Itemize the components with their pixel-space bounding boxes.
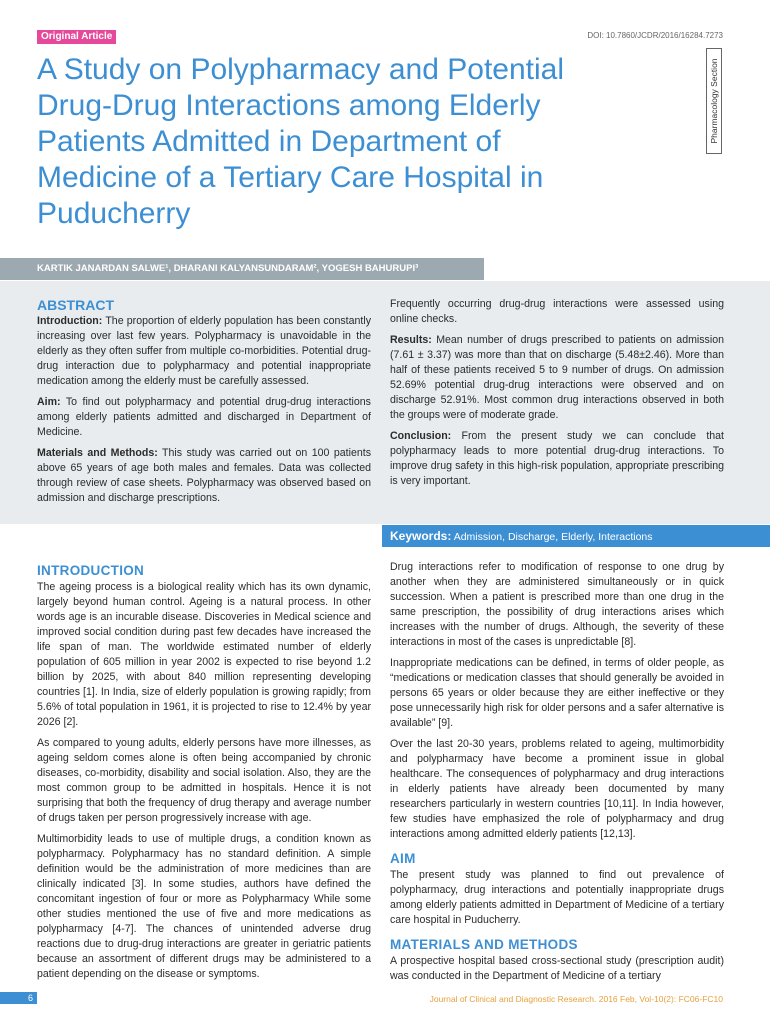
abstract-conclusion-text: From the present study we can conclude that polypharmacy leads to more potential drug-drug interactions. To improve drug safety in this high-risk population, appropriate prescribing is very important. xyxy=(390,430,724,487)
keywords-text: Admission, Discharge, Elderly, Interactions xyxy=(453,531,653,543)
methods-paragraph: A prospective hospital based cross-sectional study (prescription audit) was conducted in the Department of Medicine of a tertiary xyxy=(390,955,724,982)
aim-heading: AIM xyxy=(390,851,416,866)
abstract-conclusion xyxy=(390,429,724,489)
abstract-results-text: Mean number of drugs prescribed to patients on admission (7.61 ± 3.37) was more than that on discharge (5.48±2.46). More than half of these patients received 5 to 9 number of drugs. On admission 52.69% potential drug-drug interactions were observed and on discharge 52.91%. Most common drug interactions observed in both the groups were of moderate grade. xyxy=(390,334,724,421)
introduction-paragraph-1: The ageing process is a biological reality which has its own dynamic, largely beyond human control. Ageing is a natural process. In other words age is an incurable disease. Discoveries in Medical science and improved social condition during past few decades have increased the life span of man. The worldwide estimated number of elderly population of 605 million in year 2002 is expected to rise beyond 1.2 billion by 2025, with about 840 million representing developing countries [1]. In India, size of elderly population is growing rapidly; from 5.6% of total population in 1961, it is projected to rise to 12.4% by year 2026 [2]. xyxy=(37,581,371,728)
journal-footer: Journal of Clinical and Diagnostic Research. 2016 Feb, Vol-10(2): FC06-FC10 xyxy=(429,994,723,1004)
introduction-paragraph-3: Multimorbidity leads to use of multiple drugs, a condition known as polypharmacy. Polypharmacy has no standard definition. A simple definition would be the administration of more medicines than are clinically indicated [3]. In some studies, authors have defined the concomitant ingestion of four or more as Polypharmacy While some other studies mentioned the use of five and more medications as polypharmacy [4-7]. The chances of unintended adverse drug reactions due to drug-drug interactions are greater in geriatric patients because an assortment of different drugs may be administered to a patient depending on the disease or symptoms. xyxy=(37,833,371,980)
abstract-conclusion-label: Conclusion: xyxy=(390,430,452,442)
abstract-aim xyxy=(37,395,371,440)
body-right-paragraph-3: Over the last 20-30 years, problems related to ageing, multimorbidity and polypharmacy have become a prominent issue in global healthcare. The consequences of polypharmacy and drug interactions in elderly patients have already been documented by many researchers particularly in western countries [10,11]. In India however, few studies have emphasized the role of polypharmacy and drug interactions among admitted elderly patients [12,13]. xyxy=(390,738,724,840)
article-type-tag: Original Article xyxy=(37,30,116,44)
abstract-methods-text: This study was carried out on 100 patients above 65 years of age both males and females. Data was collected through review of case sheets. Polypharmacy was observed based on admission and discharge prescriptions. xyxy=(37,447,371,504)
introduction-heading: INTRODUCTION xyxy=(37,563,145,578)
body-left-column xyxy=(37,563,371,988)
keywords-label: Keywords: xyxy=(390,529,452,543)
authors-bar: KARTIK JANARDAN SALWE¹, DHARANI KALYANSUNDARAM², YOGESH BAHURUPI³ xyxy=(0,258,484,280)
body-right-paragraph-2: Inappropriate medications can be defined, in terms of older people, as “medications or medication classes that should generally be avoided in persons 65 years or older because they are either ineffective or they pose unnecessarily high risk for older persons and a safer alternative is available” [9]. xyxy=(390,657,724,729)
section-label-box xyxy=(706,48,722,154)
abstract-introduction xyxy=(37,314,371,389)
introduction-paragraph-2: As compared to young adults, elderly persons have more illnesses, as ageing seldom comes alone is often being accompanied by chronic diseases, co-morbidity, disability and social isolation. Also, they are the most common group to be admitted in hospitals. Hence it is not surprising that both the frequency of drug therapy and average number of drugs taken per person progressively increase with age. xyxy=(37,737,371,824)
abstract-intro-text: The proportion of elderly population has been constantly increasing over last few years. Polypharmacy is unavoidable in the elderly as they often suffer from multiple co-morbidities. Potential drug-drug interaction due to polypharmacy and potential inappropriate medication among the elderly must be carefully assessed. xyxy=(37,315,371,387)
section-label: Pharmacology Section xyxy=(709,58,719,144)
page-number: 6 xyxy=(0,992,37,1004)
abstract-results-label: Results: xyxy=(390,334,432,346)
abstract-results xyxy=(390,333,724,423)
abstract-aim-text: To find out polypharmacy and potential drug-drug interactions among elderly patients admitted and discharged in Department of Medicine. xyxy=(37,396,371,438)
abstract-heading: ABSTRACT xyxy=(37,297,114,313)
abstract-methods xyxy=(37,446,371,506)
body-right-paragraph-1: Drug interactions refer to modification of response to one drug by another when they are administered simultaneously or in quick succession. When a patient is prescribed more than one drug in the same prescription, the possibility of drug interactions arises which increases with the number of drugs. Although, the severity of these interactions in most of the cases is unpredictable [8]. xyxy=(390,561,724,648)
aim-paragraph: The present study was planned to find out prevalence of polypharmacy, drug interactions and potentially inappropriate drugs among elderly patients admitted in Department of Medicine of a tertiary care hospital in Puducherry. xyxy=(390,869,724,926)
keywords-bar xyxy=(382,525,770,547)
abstract-right-column xyxy=(390,297,724,495)
body-right-column xyxy=(390,560,724,990)
methods-heading: MATERIALS AND METHODS xyxy=(390,937,578,952)
doi-text: DOI: 10.7860/JCDR/2016/16284.7273 xyxy=(587,31,723,40)
abstract-aim-label: Aim: xyxy=(37,396,61,408)
abstract-intro-label: Introduction: xyxy=(37,315,103,327)
article-title: A Study on Polypharmacy and Potential Drug-Drug Interactions among Elderly Patients Admitted in Department of Medicine of a Tertiary Care Hospital in Puducherry xyxy=(37,53,564,230)
abstract-methods-continued: Frequently occurring drug-drug interactions were assessed using online checks. xyxy=(390,298,724,325)
abstract-methods-label: Materials and Methods: xyxy=(37,447,158,459)
abstract-left-column xyxy=(37,314,371,512)
